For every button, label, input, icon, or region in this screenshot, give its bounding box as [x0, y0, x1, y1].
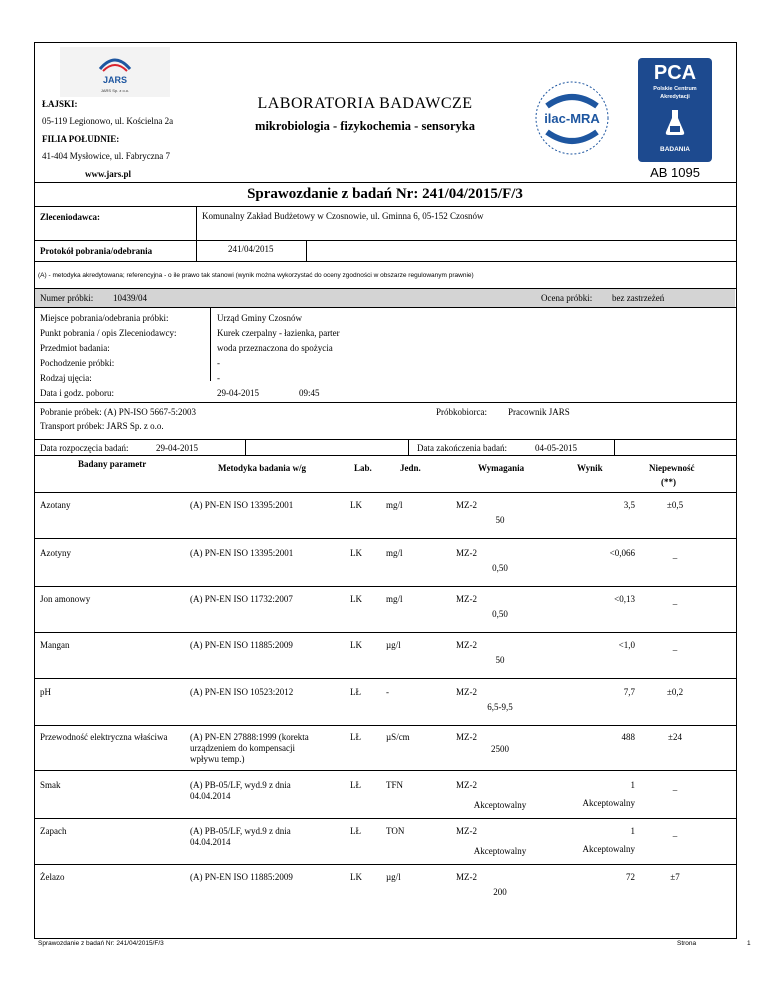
branch1-address: 05-119 Legionowo, ul. Kościelna 2a	[42, 116, 174, 126]
row-uncertainty: ±24	[668, 732, 682, 742]
col-uncertainty: Niepewność	[649, 463, 695, 473]
end-date-label: Data zakończenia badań:	[417, 443, 507, 453]
row-unit: mg/l	[386, 594, 403, 604]
row-lab: LŁ	[350, 826, 361, 836]
website[interactable]: www.jars.pl	[85, 169, 132, 179]
row-lab: LK	[350, 594, 362, 604]
accreditation-note: (A) - metodyka akredytowana; referencyjna - o ile prawo tak stanowi (wynik można wykorzystać do oceny zgodności w obszarze regulowanym prawnie)	[38, 272, 474, 279]
row-limit: 6,5-9,5	[487, 702, 513, 712]
row-lab: LŁ	[350, 780, 361, 790]
row-uncertainty: ±7	[670, 872, 680, 882]
protocol-label: Protokół pobrania/odebrania	[40, 246, 153, 256]
row-method: (A) PN-EN 27888:1999 (korekta urządzeniem do kompensacji wpływu temp.)	[190, 732, 309, 764]
footer-page-number: 1	[747, 940, 751, 947]
row-req: MZ-2	[456, 594, 477, 604]
row-uncertainty: _	[672, 642, 678, 652]
field-value-2: woda przeznaczona do spożycia	[217, 343, 333, 353]
row-method: (A) PB-05/LF, wyd.9 z dnia 04.04.2014	[190, 826, 291, 847]
pca-name-line1: Polskie Centrum	[653, 86, 697, 92]
row-req: MZ-2	[456, 826, 477, 836]
row-lab: LK	[350, 500, 362, 510]
row-param: Przewodność elektryczna właściwa	[40, 732, 168, 742]
row-uncertainty: _	[672, 828, 678, 838]
start-date-label: Data rozpoczęcia badań:	[40, 443, 129, 453]
row-limit: 50	[495, 515, 505, 525]
row-req: MZ-2	[456, 640, 477, 650]
pca-badania: BADANIA	[660, 146, 690, 153]
row-method: (A) PN-EN ISO 11885:2009	[190, 640, 293, 650]
row-result: 7,7	[623, 687, 635, 697]
row-divider	[34, 725, 736, 726]
assessment-label: Ocena próbki:	[541, 293, 593, 303]
lab-subtitle: mikrobiologia - fizykochemia - sensoryka	[255, 119, 475, 133]
sampler-value: Pracownik JARS	[508, 407, 570, 417]
row-unit: mg/l	[386, 500, 403, 510]
row-param: Mangan	[40, 640, 70, 650]
row-req: MZ-2	[456, 500, 477, 510]
branch2-address: 41-404 Mysłowice, ul. Fabryczna 7	[42, 151, 170, 161]
col-method: Metodyka badania w/g	[218, 463, 307, 473]
footer-report-number: Sprawozdanie z badań Nr: 241/04/2015/F/3	[38, 940, 164, 947]
row-unit: µg/l	[386, 872, 401, 882]
row-limit: 2500	[491, 744, 509, 754]
row-divider	[34, 586, 736, 587]
end-date-value: 04-05-2015	[535, 443, 577, 453]
row-limit: 50	[495, 655, 505, 665]
row-uncertainty: ±0,2	[666, 687, 684, 697]
row-lab: LK	[350, 548, 362, 558]
row-method: (A) PN-EN ISO 13395:2001	[190, 500, 294, 510]
ilac-logo-text: ilac-MRA	[544, 111, 600, 126]
row-req: MZ-2	[456, 687, 477, 697]
col-uncertainty-note: (**)	[661, 477, 676, 487]
client-label: Zleceniodawca:	[40, 212, 100, 222]
protocol-value: 241/04/2015	[228, 244, 274, 254]
row-param: Żelazo	[40, 872, 65, 882]
row-uncertainty: _	[672, 596, 678, 606]
row-result: <0,13	[614, 594, 635, 604]
row-req: MZ-2	[456, 548, 477, 558]
row-limit: 200	[493, 887, 507, 897]
row-divider	[34, 770, 736, 771]
sample-number-label: Numer próbki:	[40, 293, 94, 303]
row-unit: µS/cm	[386, 732, 410, 742]
jars-logo-text: JARS	[102, 75, 128, 85]
row-method: (A) PN-EN ISO 11885:2009	[190, 872, 293, 882]
assessment-value: bez zastrzeżeń	[612, 293, 665, 303]
field-label-1: Punkt pobrania / opis Zleceniodawcy:	[40, 328, 177, 338]
row-result-text: Akceptowalny	[582, 798, 635, 808]
col-result: Wynik	[577, 463, 603, 473]
row-param: Azotyny	[40, 548, 71, 558]
ilac-mra-logo	[527, 78, 617, 158]
row-method: (A) PN-EN ISO 13395:2001	[190, 548, 294, 558]
field-value-4: -	[217, 373, 220, 383]
jars-logo	[60, 47, 170, 97]
report-title: Sprawozdanie z badań Nr: 241/04/2015/F/3	[247, 186, 523, 202]
row-method: (A) PN-EN ISO 11732:2007	[190, 594, 293, 604]
row-lab: LŁ	[350, 732, 361, 742]
row-uncertainty: ±0,5	[666, 500, 684, 510]
row-unit: mg/l	[386, 548, 403, 558]
row-divider	[34, 538, 736, 539]
transport: Transport próbek: JARS Sp. z o.o.	[40, 421, 164, 431]
footer-page-label: Strona	[677, 940, 697, 947]
sampling-time: 09:45	[299, 388, 320, 398]
row-limit: Akceptowalny	[473, 846, 527, 856]
field-label-3: Pochodzenie próbki:	[40, 358, 115, 368]
pca-logo	[638, 58, 712, 162]
field-label-5: Data i godz. poboru:	[40, 388, 114, 398]
row-req: MZ-2	[456, 732, 477, 742]
row-divider	[34, 818, 736, 819]
row-result: 1	[630, 826, 635, 836]
row-result: 1	[630, 780, 635, 790]
branch1-label: ŁAJSKI:	[42, 99, 78, 109]
field-value-5: 29-04-2015	[217, 388, 259, 398]
row-param: Zapach	[40, 826, 67, 836]
pca-logo-text: PCA	[653, 62, 697, 84]
field-value-1: Kurek czerpalny - łazienka, parter	[217, 328, 340, 338]
sampler-label: Próbkobiorca:	[436, 407, 487, 417]
row-lab: LŁ	[350, 687, 361, 697]
row-divider	[34, 632, 736, 633]
row-param: Jon amonowy	[40, 594, 91, 604]
field-value-0: Urząd Gminy Czosnów	[217, 313, 302, 323]
sampling-method: Pobranie próbek: (A) PN-ISO 5667-5:2003	[40, 407, 196, 417]
row-method: (A) PN-EN ISO 10523:2012	[190, 687, 294, 697]
row-divider	[34, 678, 736, 679]
row-limit: Akceptowalny	[473, 800, 527, 810]
row-param: pH	[40, 687, 51, 697]
row-unit: TFN	[386, 780, 404, 790]
jars-logo-sub: JARS Sp. z o.o.	[100, 88, 130, 93]
col-lab: Lab.	[354, 463, 372, 473]
sample-number-value: 10439/04	[113, 293, 148, 303]
row-result: <0,066	[609, 548, 635, 558]
row-lab: LK	[350, 640, 362, 650]
row-method: (A) PB-05/LF, wyd.9 z dnia 04.04.2014	[190, 780, 291, 801]
row-uncertainty: _	[672, 782, 678, 792]
row-req: MZ-2	[456, 872, 477, 882]
row-unit: TON	[386, 826, 405, 836]
row-result: 488	[621, 732, 635, 742]
row-param: Azotany	[40, 500, 71, 510]
row-limit: 0,50	[492, 609, 508, 619]
accreditation-number: AB 1095	[650, 165, 700, 180]
row-result-text: Akceptowalny	[582, 844, 635, 854]
field-value-3: -	[217, 358, 220, 368]
field-label-2: Przedmiot badania:	[40, 343, 110, 353]
start-date-value: 29-04-2015	[156, 443, 198, 453]
col-unit: Jedn.	[400, 463, 421, 473]
row-uncertainty: _	[672, 550, 678, 560]
row-result: 72	[626, 872, 635, 882]
row-limit: 0,50	[492, 563, 508, 573]
col-req: Wymagania	[478, 463, 525, 473]
field-label-0: Miejsce pobrania/odebrania próbki:	[40, 313, 169, 323]
client-value: Komunalny Zakład Budżetowy w Czosnowie, ul. Gminna 6, 05-152 Czosnów	[202, 211, 484, 221]
row-unit: µg/l	[386, 640, 401, 650]
lab-title: LABORATORIA BADAWCZE	[257, 95, 473, 112]
row-param: Smak	[40, 780, 61, 790]
row-result: <1,0	[618, 640, 635, 650]
field-label-4: Rodzaj ujęcia:	[40, 373, 92, 383]
branch2-label: FILIA POŁUDNIE:	[42, 134, 120, 144]
row-req: MZ-2	[456, 780, 477, 790]
row-lab: LK	[350, 872, 362, 882]
row-unit: -	[386, 687, 389, 697]
col-param: Badany parametr	[78, 459, 147, 469]
row-result: 3,5	[623, 500, 635, 510]
row-divider	[34, 864, 736, 865]
flask-icon	[664, 108, 686, 136]
pca-name-line2: Akredytacji	[660, 94, 690, 100]
